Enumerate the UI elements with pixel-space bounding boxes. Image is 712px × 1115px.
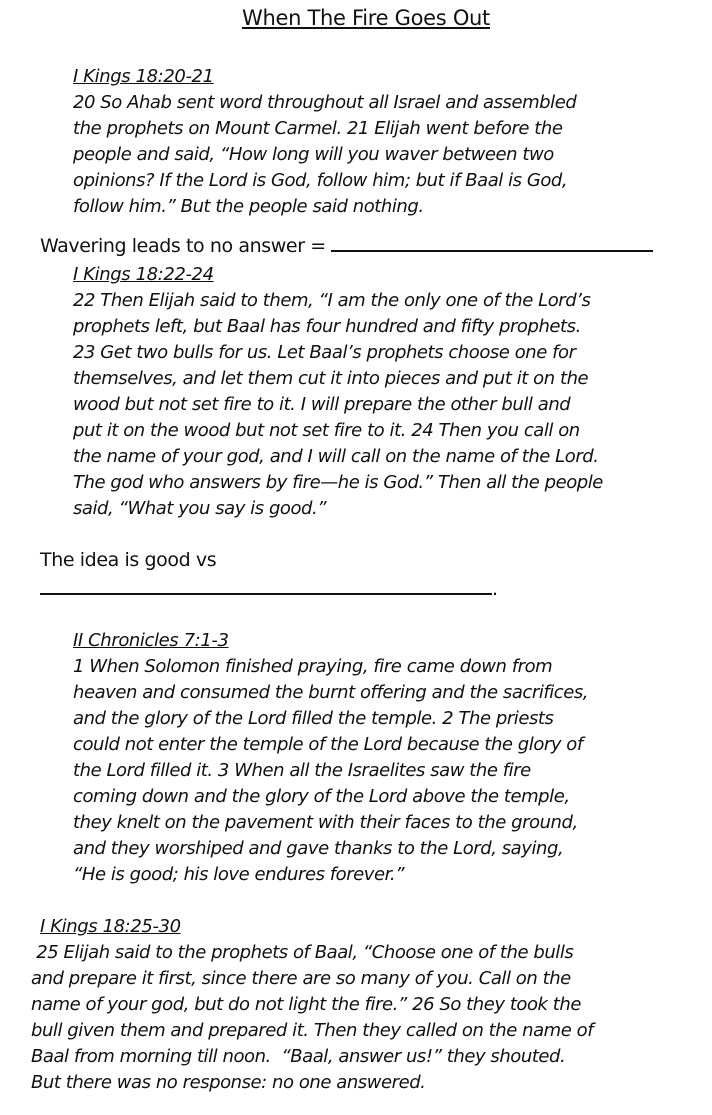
fill-in-blank-idea [40,578,498,600]
prompt-text: Wavering leads to no answer = [40,235,332,257]
answer-blank[interactable] [331,250,653,252]
answer-blank[interactable] [40,593,492,595]
scripture-section-2 [73,262,603,522]
verse-line: “He is good; his love endures forever.” [73,864,405,885]
verse-line: and prepare it first, since there are so many of you. Call on the [31,968,571,989]
scripture-reference: I Kings 18:22-24 [73,264,214,285]
scripture-section-3 [73,628,588,888]
verse-line: could not enter the temple of the Lord because the glory of [73,734,583,755]
scripture-section-4 [31,914,593,1096]
verse-line: the Lord filled it. 3 When all the Israelites saw the fire [73,760,531,781]
verse-line: bull given them and prepared it. Then they called on the name of [31,1020,594,1041]
verse-line: put it on the wood but not set fire to it. 24 Then you call on [73,420,580,441]
verse-line: 23 Get two bulls for us. Let Baal’s prophets choose one for [73,342,576,363]
scripture-reference: I Kings 18:20-21 [73,66,214,87]
verse-line: wood but not set fire to it. I will prepare the other bull and [73,394,571,415]
verse-line: the prophets on Mount Carmel. 21 Elijah went before the [73,118,563,139]
verse-line: 1 When Solomon finished praying, fire came down from [73,656,553,677]
scripture-reference: II Chronicles 7:1-3 [73,630,229,651]
verse-line: Baal from morning till noon. “Baal, answer us!” they shouted. [31,1046,566,1067]
verse-line: heaven and consumed the burnt offering and the sacrifices, [73,682,589,703]
verse-line: themselves, and let them cut it into pieces and put it on the [73,368,589,389]
verse-line: 20 So Ahab sent word throughout all Israel and assembled [73,92,577,113]
verse-line: follow him.” But the people said nothing. [73,196,424,217]
verse-line: The god who answers by fire—he is God.” Then all the people [73,472,603,493]
fill-in-prompt-wavering [40,235,653,257]
verse-line: and the glory of the Lord filled the temple. 2 The priests [73,708,554,729]
verse-line: and they worshiped and gave thanks to the Lord, saying, [73,838,564,859]
fill-in-prompt-idea [40,549,216,571]
verse-line: 22 Then Elijah said to them, “I am the only one of the Lord’s [73,290,591,311]
verse-line: 25 Elijah said to the prophets of Baal, “Choose one of the bulls [31,942,574,963]
verse-line: But there was no response: no one answered. [31,1072,426,1093]
verse-line: they knelt on the pavement with their faces to the ground, [73,812,578,833]
blank-period: . [492,578,498,600]
verse-line: prophets left, but Baal has four hundred and fifty prophets. [73,316,581,337]
verse-line: said, “What you say is good.” [73,498,327,519]
scripture-section-1 [73,64,576,220]
verse-line: coming down and the glory of the Lord above the temple, [73,786,570,807]
verse-line: opinions? If the Lord is God, follow him; but if Baal is God, [73,170,568,191]
verse-line: name of your god, but do not light the fire.” 26 So they took the [31,994,581,1015]
verse-line: people and said, “How long will you waver between two [73,144,554,165]
scripture-reference: I Kings 18:25-30 [40,916,181,937]
verse-line: the name of your god, and I will call on the name of the Lord. [73,446,599,467]
page-title: When The Fire Goes Out [242,6,490,30]
prompt-text: The idea is good vs [40,549,217,571]
